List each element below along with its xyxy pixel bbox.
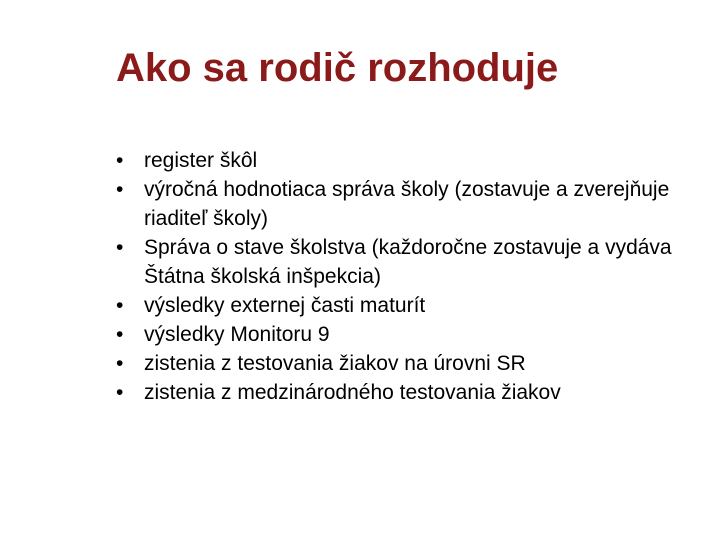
bullet-text: Správa o stave školstva (každoročne zostavuje a vydáva Štátna školská inšpekcia) (144, 236, 672, 288)
bullet-text: register škôl (144, 149, 258, 172)
bullet-text: výsledky externej časti maturít (144, 294, 426, 317)
bullet-item (112, 378, 672, 407)
bullet-point-icon: • (116, 294, 124, 317)
slide-title: Ako sa rodič rozhoduje (116, 46, 559, 90)
bullet-text: zistenia z testovania žiakov na úrovni SR (144, 352, 526, 375)
bullet-text: zistenia z medzinárodného testovania žiakov (144, 381, 561, 404)
bullet-point-icon: • (116, 178, 124, 201)
bullet-point-icon: • (116, 323, 124, 346)
bullet-item (112, 291, 672, 320)
bullet-item (112, 233, 672, 291)
bullet-list (112, 146, 672, 407)
bullet-point-icon: • (116, 149, 124, 172)
bullet-item (112, 349, 672, 378)
bullet-item (112, 320, 672, 349)
bullet-text: výročná hodnotiaca správa školy (zostavuje a zverejňuje riaditeľ školy) (144, 178, 670, 230)
bullet-point-icon: • (116, 352, 124, 375)
bullet-item (112, 175, 672, 233)
bullet-item (112, 146, 672, 175)
bullet-point-icon: • (116, 381, 124, 404)
bullet-point-icon: • (116, 236, 124, 259)
bullet-text: výsledky Monitoru 9 (144, 323, 330, 346)
